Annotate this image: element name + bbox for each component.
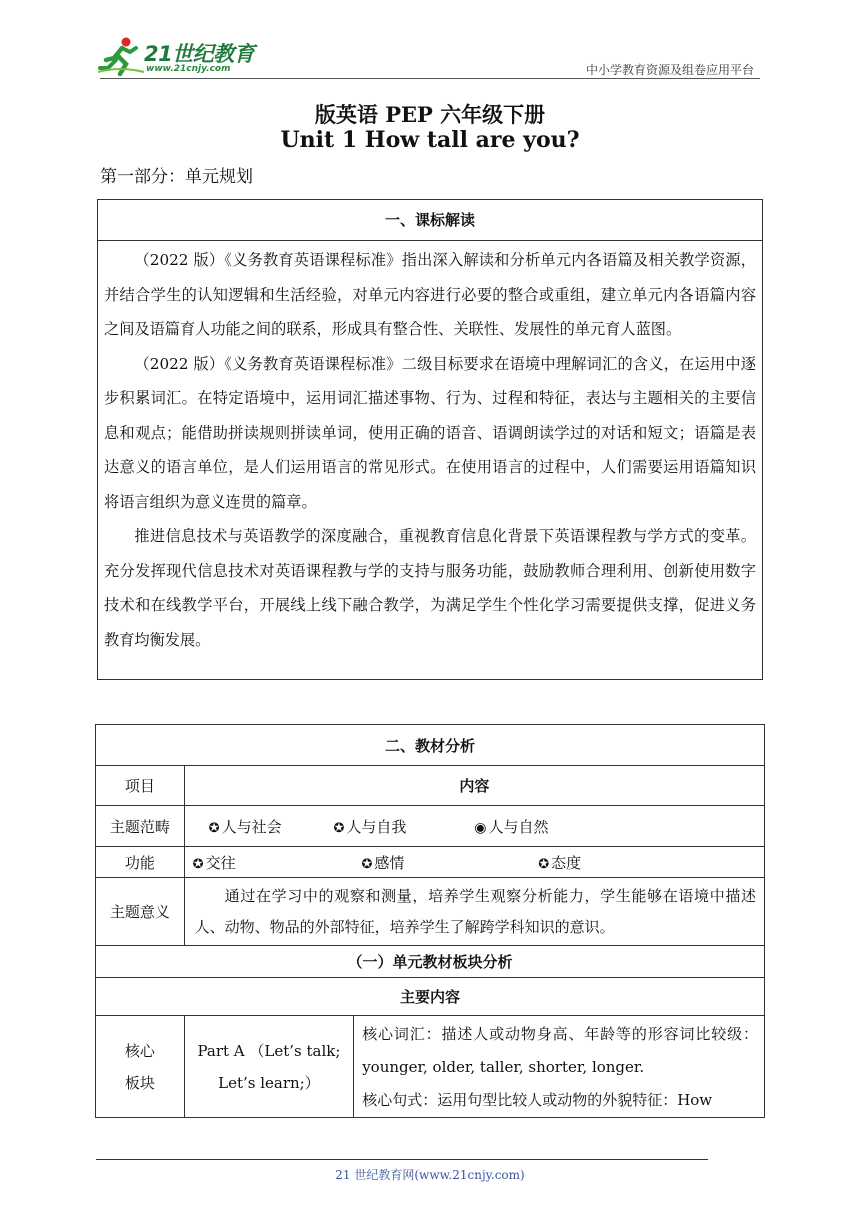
option-label: 态度: [551, 853, 582, 872]
header-divider: [100, 78, 760, 79]
bullet-icon: ✪: [208, 820, 220, 836]
theme-option-self: [333, 816, 469, 837]
logo: [96, 36, 266, 78]
col-header-item: 项目: [96, 766, 185, 806]
bullet-icon: ✪: [538, 856, 550, 872]
sub-heading: （一）单元教材板块分析: [96, 946, 765, 978]
selected-radio-icon: ◉: [474, 819, 487, 836]
option-label: 人与自然: [488, 817, 549, 836]
footer-text: 21 世纪教育网(www.21cnjy.com): [335, 1168, 525, 1182]
logo-url: www.21cnjy.com: [146, 64, 231, 74]
theme-option-nature: [474, 816, 548, 837]
header-platform-name: 中小学教育资源及组卷应用平台: [585, 63, 754, 77]
function-options: [184, 847, 764, 878]
textbook-analysis-table: [95, 724, 765, 1118]
footer-divider: [96, 1159, 708, 1160]
function-label: 功能: [96, 847, 185, 878]
core-label-line1: 核心: [124, 1041, 155, 1060]
bullet-icon: ✪: [361, 856, 373, 872]
bullet-icon: ✪: [192, 856, 204, 872]
document-title: 版英语 PEP 六年级下册: [314, 102, 546, 127]
option-label: 交往: [205, 853, 236, 872]
core-label-line2: 板块: [124, 1073, 155, 1092]
core-block-label: [96, 1016, 185, 1118]
unit-title: Unit 1 How tall are you?: [280, 127, 580, 153]
logo-brand: 21世纪教育: [144, 42, 255, 66]
table1-heading: 一、课标解读: [98, 200, 762, 241]
curriculum-standard-table: [97, 199, 763, 680]
core-sentence: 核心句式：运用句型比较人或动物的外貌特征：How: [362, 1091, 713, 1109]
theme-option-society: [209, 816, 329, 837]
function-option-emotion: [361, 852, 533, 873]
theme-options: [184, 806, 764, 847]
running-figure-icon: [96, 36, 146, 78]
part-a-line2: Let’s learn;）: [218, 1073, 320, 1092]
main-content-heading: 主要内容: [96, 978, 765, 1016]
paragraph-3: 推进信息技术与英语教学的深度融合，重视教育信息化背景下英语课程教与学方式的变革。充分发挥现代信息技术对英语课程教与学的支持与服务功能，鼓励教师合理利用、创新使用数字技术和在线教学平台，开展线上线下融合教学，为满足学生个性化学习需要提供支撑，促进义务教育均衡发展。: [104, 527, 756, 649]
function-option-attitude: [538, 852, 581, 873]
paragraph-2: （2022 版）《义务教育英语课程标准》二级目标要求在语境中理解词汇的含义，在运用中逐步积累词汇。在特定语境中，运用词汇描述事物、行为、过程和特征，表达与主题相关的主要信息和观点；能借助拼读规则拼读单词，使用正确的语音、语调朗读学过的对话和短文；语篇是表达意义的语言单位，是人们运用语言的常见形式。在使用语言的过程中，人们需要运用语篇知识将语言组织为意义连贯的篇章。: [104, 354, 756, 511]
part-a-cell: [184, 1016, 354, 1118]
page-header: [96, 30, 760, 80]
part-a-line1: Part A （Let’s talk;: [197, 1041, 341, 1060]
meaning-text-cell: [184, 878, 764, 946]
core-content-cell: [354, 1016, 765, 1118]
option-label: 感情: [374, 853, 405, 872]
table1-body: [98, 241, 762, 657]
meaning-text: 通过在学习中的观察和测量，培养学生观察分析能力，学生能够在语境中描述人、动物、物品的外部特征，培养学生了解跨学科知识的意识。: [194, 886, 756, 936]
function-option-communication: [193, 852, 357, 873]
theme-label: 主题范畴: [96, 806, 185, 847]
paragraph-1: （2022 版）《义务教育英语课程标准》指出深入解读和分析单元内各语篇及相关教学资源，并结合学生的认知逻辑和生活经验，对单元内容进行必要的整合或重组，建立单元内各语篇内容之间及语篇育人功能之间的联系，形成具有整合性、关联性、发展性的单元育人蓝图。: [104, 251, 756, 338]
core-vocabulary: 核心词汇：描述人或动物身高、年龄等的形容词比较级：younger, older, taller, shorter, longer.: [362, 1025, 758, 1076]
table2-heading: 二、教材分析: [96, 725, 765, 766]
section-label: 第一部分：单元规划: [100, 167, 253, 187]
option-label: 人与社会: [221, 817, 282, 836]
option-label: 人与自我: [346, 817, 407, 836]
bullet-icon: ✪: [333, 820, 345, 836]
col-header-content: 内容: [184, 766, 764, 806]
meaning-label: 主题意义: [96, 878, 185, 946]
